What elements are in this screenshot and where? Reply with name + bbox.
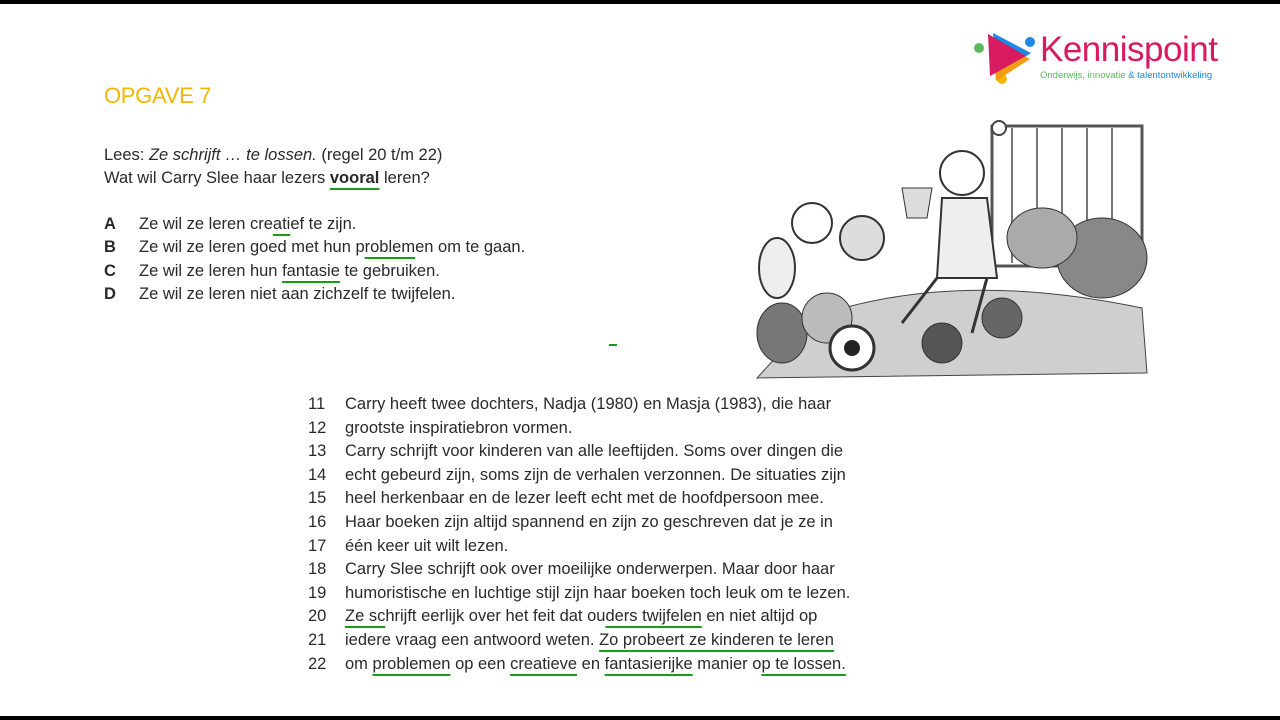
line-number: 20 xyxy=(308,607,327,626)
line-text xyxy=(345,605,817,629)
option-letter: D xyxy=(104,284,116,303)
line-text xyxy=(345,582,850,606)
passage-line xyxy=(308,511,850,535)
line-number: 11 xyxy=(308,395,326,413)
q-quote: Ze schrijft … te lossen. xyxy=(148,146,317,164)
play-logo-icon xyxy=(972,26,1038,86)
line-number: 16 xyxy=(308,512,327,531)
pen-mark xyxy=(609,344,617,346)
reading-passage xyxy=(308,393,850,676)
q-text: Wat wil Carry Slee haar lezers xyxy=(104,169,330,187)
text-segment: Ze wil ze leren hun xyxy=(139,261,283,280)
tagline-part: & talentontwikkeling xyxy=(1128,70,1213,81)
underlined-text: ati xyxy=(272,215,291,233)
option-text xyxy=(139,213,356,236)
text-segment: manier o xyxy=(692,654,762,673)
passage-line xyxy=(308,535,850,559)
text-segment: humoristische en luchtige stijl zijn haar boeken toch leuk om te lezen. xyxy=(345,583,851,602)
underlined-text: p te lossen. xyxy=(761,654,846,673)
line-number: 17 xyxy=(308,536,327,555)
girl-with-stuffed-animals-illustration xyxy=(752,118,1152,380)
text-segment: Carry schrijft voor kinderen van alle leeftijden. Soms over dingen die xyxy=(345,442,843,461)
text-segment: Carry heeft twee dochters, Nadja (1980) en Masja (1983), die haar xyxy=(345,395,832,413)
tagline-part: Onderwijs, innovatie xyxy=(1040,70,1129,81)
underlined-text: ders twijfelen xyxy=(605,607,702,626)
passage-line xyxy=(308,393,850,417)
option-letter: C xyxy=(104,261,116,280)
text-segment: Carry Slee schrijft ook over moeilijke onderwerpen. Maar door haar xyxy=(345,560,835,579)
underlined-text: fantasie xyxy=(282,261,340,280)
q-emphasis: vooral xyxy=(329,169,380,187)
line-number: 21 xyxy=(308,630,327,649)
text-segment: om xyxy=(345,654,373,673)
text-segment: ef te zijn. xyxy=(290,215,357,233)
line-number: 15 xyxy=(308,489,327,508)
q-text: (regel 20 t/m 22) xyxy=(316,146,443,164)
option-c xyxy=(104,260,525,283)
line-text xyxy=(345,393,831,417)
passage-line xyxy=(308,629,850,653)
passage-line xyxy=(308,582,850,606)
passage-line xyxy=(308,558,850,582)
question xyxy=(104,144,442,190)
passage-line xyxy=(308,605,850,629)
passage-line xyxy=(308,464,850,488)
underlined-text: Ze sc xyxy=(345,607,386,626)
q-text: Lees: xyxy=(104,146,149,164)
option-a xyxy=(104,213,525,236)
line-text xyxy=(345,464,846,488)
line-number: 18 xyxy=(308,560,327,579)
line-text xyxy=(345,440,843,464)
option-text xyxy=(139,283,455,306)
line-number: 19 xyxy=(308,583,327,602)
underlined-text: Zo probeert ze kinderen te leren xyxy=(599,630,834,649)
text-segment: te gebruiken. xyxy=(339,261,440,280)
text-segment: één keer uit wilt lezen. xyxy=(345,536,509,555)
text-segment: iedere vraag een antwoord weten. xyxy=(345,630,600,649)
text-segment: en xyxy=(577,654,605,673)
text-segment: en niet altijd op xyxy=(701,607,818,626)
text-segment: Ze wil ze leren cre xyxy=(139,215,273,233)
kennispoint-logo xyxy=(972,26,1242,86)
text-segment: hrijft eerlijk over het feit dat ou xyxy=(385,607,606,626)
passage-line xyxy=(308,417,850,441)
line-text xyxy=(345,417,572,441)
logo-tagline xyxy=(1040,70,1212,81)
q-text: leren? xyxy=(379,169,430,187)
option-text xyxy=(139,260,440,283)
question-line-1 xyxy=(104,144,442,167)
line-text xyxy=(345,535,508,559)
text-segment: heel herkenbaar en de lezer leeft echt met de hoofdpersoon mee. xyxy=(345,489,824,508)
line-text xyxy=(345,653,846,677)
text-segment: Haar boeken zijn altijd spannend en zijn zo geschreven dat je ze in xyxy=(345,512,833,531)
line-text xyxy=(345,558,835,582)
line-text xyxy=(345,629,834,653)
line-number: 14 xyxy=(308,465,327,484)
option-b xyxy=(104,236,525,259)
option-d xyxy=(104,283,525,306)
option-text xyxy=(139,236,525,259)
underlined-text: creatieve xyxy=(510,654,578,673)
bottom-border xyxy=(0,716,1280,720)
question-line-2 xyxy=(104,167,442,190)
top-border xyxy=(0,0,1280,4)
passage-line xyxy=(308,487,850,511)
text-segment: Ze wil ze leren niet aan zichzelf te twijfelen. xyxy=(139,284,456,303)
underlined-text: fantasierijke xyxy=(604,654,693,673)
text-segment: echt gebeurd zijn, soms zijn de verhalen verzonnen. De situaties zijn xyxy=(345,465,846,484)
passage-line xyxy=(308,653,850,677)
exercise-title: OPGAVE 7 xyxy=(104,83,212,108)
line-number: 12 xyxy=(308,418,327,437)
text-segment: Ze wil ze leren goed met hun p xyxy=(139,238,365,257)
text-segment: en om te gaan. xyxy=(415,238,526,257)
line-number: 22 xyxy=(308,654,327,673)
line-text xyxy=(345,511,833,535)
underlined-text: roblem xyxy=(364,238,416,257)
answer-options xyxy=(104,213,525,306)
option-letter: A xyxy=(104,215,116,233)
text-segment: grootste inspiratiebron vormen. xyxy=(345,418,573,437)
line-number: 13 xyxy=(308,442,327,461)
text-segment: op een xyxy=(450,654,511,673)
option-letter: B xyxy=(104,238,116,257)
passage-line xyxy=(308,440,850,464)
underlined-text: problemen xyxy=(372,654,451,673)
logo-brand: Kennispoint xyxy=(1040,30,1218,69)
line-text xyxy=(345,487,824,511)
